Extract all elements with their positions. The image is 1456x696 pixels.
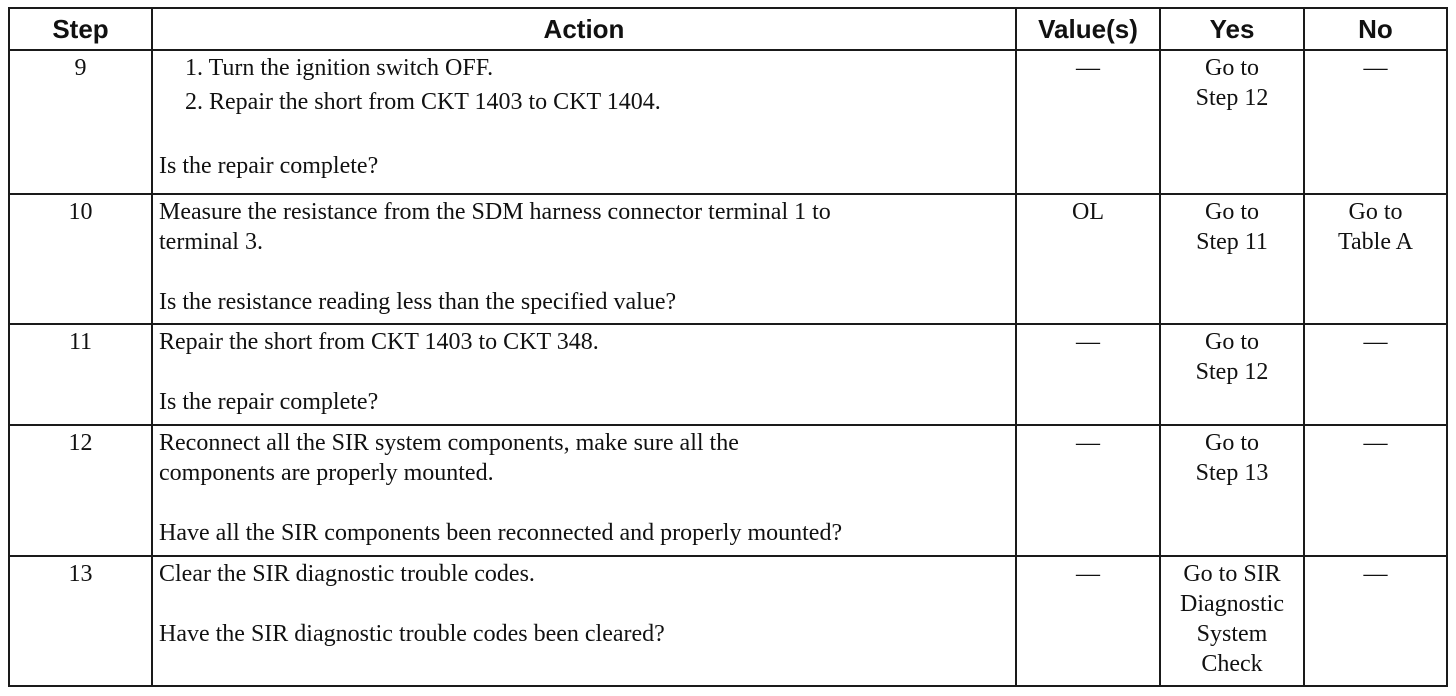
no-cell: — <box>1304 324 1447 425</box>
header-values: Value(s) <box>1016 8 1160 50</box>
yes-line: System <box>1196 621 1268 647</box>
value-cell: — <box>1016 324 1160 425</box>
action-question: Is the repair complete? <box>159 389 379 415</box>
yes-cell <box>1160 324 1304 425</box>
table-row <box>9 425 1447 556</box>
action-step-line: 2. Repair the short from CKT 1403 to CKT 1404. <box>185 89 661 115</box>
action-question: Is the repair complete? <box>159 153 379 179</box>
yes-line: Go to <box>1205 55 1259 81</box>
action-line: terminal 3. <box>159 229 263 255</box>
table-row <box>9 324 1447 425</box>
action-question: Have all the SIR components been reconnected and properly mounted? <box>159 520 843 546</box>
table-row <box>9 50 1447 194</box>
header-yes: Yes <box>1160 8 1304 50</box>
table-row <box>9 556 1447 686</box>
yes-cell <box>1160 194 1304 324</box>
header-action: Action <box>152 8 1016 50</box>
yes-line: Step 11 <box>1196 229 1268 255</box>
action-line: Reconnect all the SIR system components, make sure all the <box>159 430 739 456</box>
yes-line: Go to <box>1205 430 1259 456</box>
step-number: 9 <box>9 50 152 194</box>
value-cell: — <box>1016 425 1160 556</box>
step-number: 12 <box>9 425 152 556</box>
value-cell: — <box>1016 556 1160 686</box>
yes-line: Diagnostic <box>1180 591 1284 617</box>
no-cell <box>1304 194 1447 324</box>
action-cell <box>152 50 1016 194</box>
no-line: Go to <box>1348 199 1403 225</box>
step-number: 13 <box>9 556 152 686</box>
action-question: Is the resistance reading less than the specified value? <box>159 289 677 315</box>
yes-line: Check <box>1201 651 1263 677</box>
yes-line: Step 12 <box>1195 85 1269 111</box>
no-line: Table A <box>1338 229 1413 255</box>
yes-cell <box>1160 556 1304 686</box>
step-number: 11 <box>9 324 152 425</box>
action-question: Have the SIR diagnostic trouble codes been cleared? <box>159 621 665 647</box>
yes-line: Go to <box>1205 329 1259 355</box>
step-number: 10 <box>9 194 152 324</box>
action-cell <box>152 556 1016 686</box>
value-cell: — <box>1016 50 1160 194</box>
yes-cell <box>1160 50 1304 194</box>
diagnostic-table <box>8 7 1448 687</box>
action-line: Clear the SIR diagnostic trouble codes. <box>159 561 535 587</box>
value-cell: OL <box>1016 194 1160 324</box>
header-row <box>9 8 1447 50</box>
yes-line: Go to SIR <box>1183 561 1281 587</box>
header-no: No <box>1304 8 1447 50</box>
header-step: Step <box>9 8 152 50</box>
action-cell <box>152 425 1016 556</box>
yes-line: Step 12 <box>1195 359 1269 385</box>
no-cell: — <box>1304 556 1447 686</box>
yes-cell <box>1160 425 1304 556</box>
action-cell <box>152 194 1016 324</box>
action-line: Measure the resistance from the SDM harness connector terminal 1 to <box>159 199 831 225</box>
table-row <box>9 194 1447 324</box>
action-cell <box>152 324 1016 425</box>
action-step-line: 1. Turn the ignition switch OFF. <box>185 55 494 81</box>
no-cell: — <box>1304 425 1447 556</box>
yes-line: Go to <box>1205 199 1259 225</box>
action-line: components are properly mounted. <box>159 460 494 486</box>
action-line: Repair the short from CKT 1403 to CKT 348. <box>159 329 599 355</box>
no-cell: — <box>1304 50 1447 194</box>
yes-line: Step 13 <box>1195 460 1269 486</box>
